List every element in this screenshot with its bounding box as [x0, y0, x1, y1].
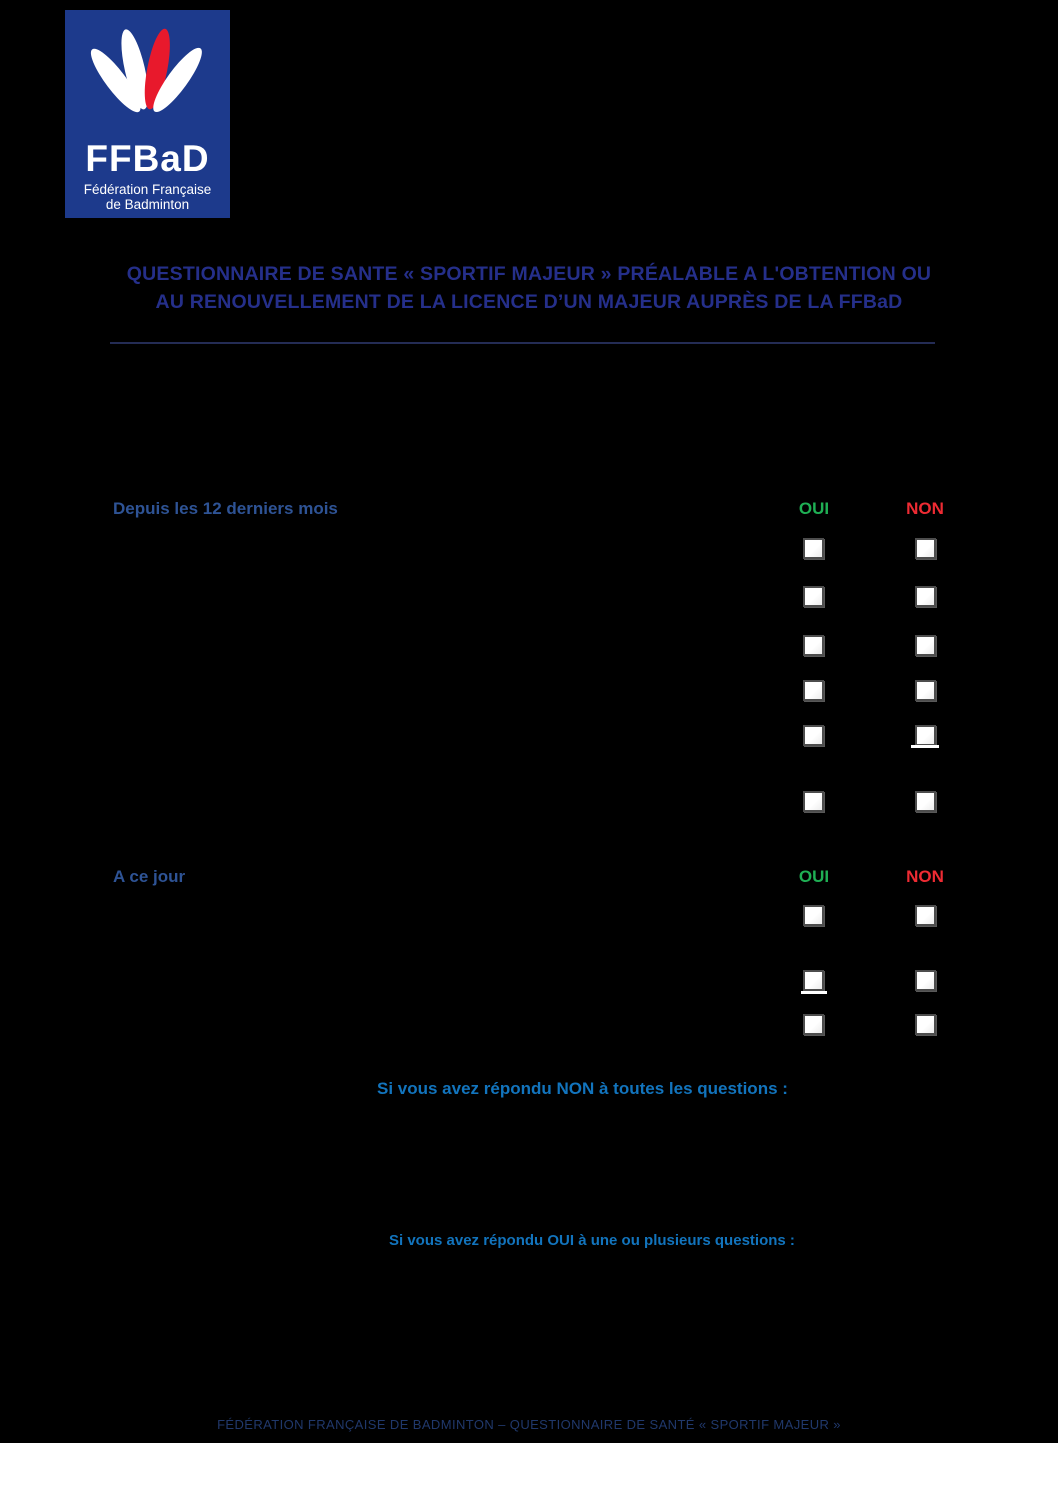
q7-oui-checkbox[interactable]: [803, 905, 824, 926]
q4-non-checkbox[interactable]: [915, 680, 936, 701]
q6-non-checkbox[interactable]: [915, 791, 936, 812]
section2-heading: A ce jour: [113, 867, 186, 886]
q1-non-checkbox[interactable]: [915, 538, 936, 559]
footer-text: FÉDÉRATION FRANÇAISE DE BADMINTON – QUESTIONNAIRE DE SANTÉ « SPORTIF MAJEUR »: [217, 1417, 841, 1432]
q2-oui-checkbox[interactable]: [803, 586, 824, 607]
ffbad-logo: [65, 10, 230, 218]
q4-oui-checkbox[interactable]: [803, 680, 824, 701]
q1-oui-checkbox[interactable]: [803, 538, 824, 559]
section1-heading: Depuis les 12 derniers mois: [113, 499, 338, 518]
instruction-any-oui: Si vous avez répondu OUI à une ou plusieurs questions :: [389, 1232, 795, 1249]
q8-underline: [801, 991, 827, 994]
q3-oui-checkbox[interactable]: [803, 635, 824, 656]
section2-non-column-label: NON: [906, 867, 944, 886]
q5-underline: [911, 745, 939, 748]
q3-non-checkbox[interactable]: [915, 635, 936, 656]
section2-oui-column-label: OUI: [798, 867, 830, 886]
q9-oui-checkbox[interactable]: [803, 1014, 824, 1035]
q9-non-checkbox[interactable]: [915, 1014, 936, 1035]
q8-non-checkbox[interactable]: [915, 970, 936, 991]
q2-non-checkbox[interactable]: [915, 586, 936, 607]
q5-non-checkbox[interactable]: [915, 725, 936, 746]
title-divider: [110, 342, 935, 344]
section1-oui-column-label: OUI: [798, 499, 830, 518]
q5-oui-checkbox[interactable]: [803, 725, 824, 746]
logo-org-line1: Fédération Française: [83, 182, 212, 197]
logo-brand-text: FFBaD: [85, 138, 210, 179]
q6-oui-checkbox[interactable]: [803, 791, 824, 812]
q8-oui-checkbox[interactable]: [803, 970, 824, 991]
logo-org-line2: de Badminton: [105, 197, 190, 212]
page-title-line2: AU RENOUVELLEMENT DE LA LICENCE D’UN MAJEUR AUPRÈS DE LA FFBaD: [155, 291, 903, 313]
instruction-all-non: Si vous avez répondu NON à toutes les questions :: [377, 1079, 788, 1098]
page-title-line1: QUESTIONNAIRE DE SANTE « SPORTIF MAJEUR » PRÉALABLE A L'OBTENTION OU: [126, 263, 932, 285]
q7-non-checkbox[interactable]: [915, 905, 936, 926]
section1-non-column-label: NON: [906, 499, 944, 518]
page-title: [94, 260, 964, 316]
